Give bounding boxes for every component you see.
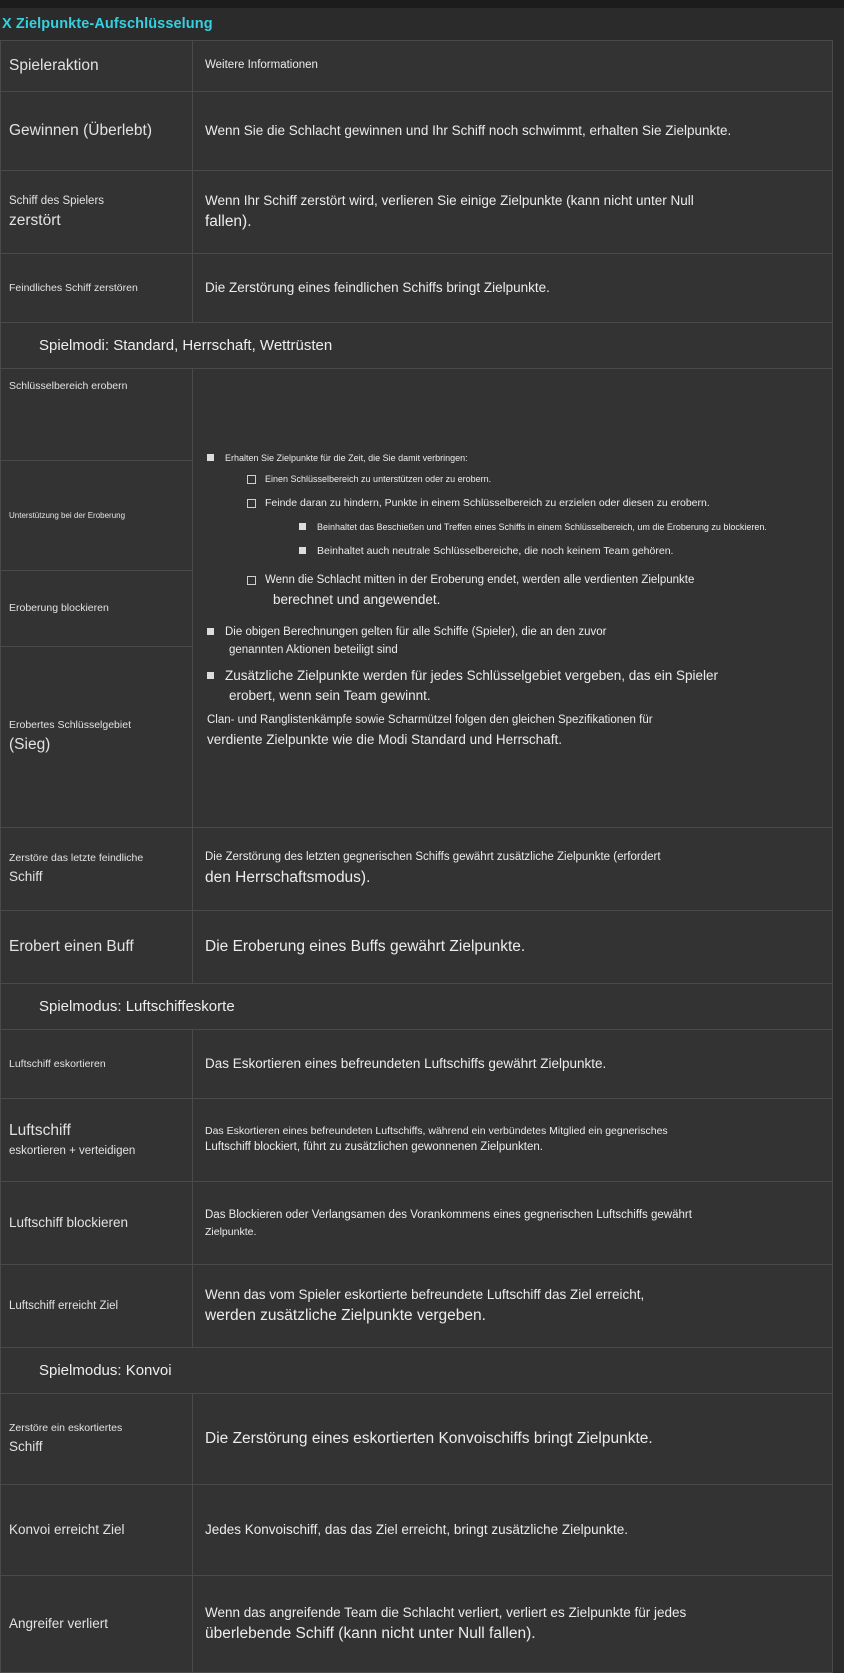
row-label-line2: (Sieg): [9, 736, 51, 754]
row-label-line1: Erobertes Schlüsselgebiet: [9, 719, 131, 732]
row-label: [1, 171, 193, 254]
row-info-line2: überlebende Schiff (kann nicht unter Null fallen).: [205, 1625, 536, 1643]
row-label-block-capture: Eroberung blockieren: [1, 571, 192, 647]
section-label: Spielmodus: Luftschiffeskorte: [1, 984, 833, 1030]
row-label-line2: Schiff: [9, 869, 43, 885]
info-sublist: [247, 469, 822, 611]
row-info: [193, 828, 833, 911]
bullet-filled-icon: [299, 547, 306, 554]
row-label-line2: eskortieren + verteidigen: [9, 1144, 136, 1157]
row-label-line1: Schiff des Spielers: [9, 195, 105, 208]
bullet-filled-icon: [299, 523, 306, 530]
list-item-label-cont: genannten Aktionen beteiligt sind: [229, 643, 398, 656]
row-label: [1, 1394, 193, 1485]
table-row: [1, 254, 833, 323]
section-row: [1, 984, 833, 1030]
row-label: Gewinnen (Überlebt): [1, 92, 193, 171]
header-cell-info: Weitere Informationen: [193, 41, 833, 92]
section-label: Spielmodi: Standard, Herrschaft, Wettrüsten: [1, 323, 833, 369]
info-footer-line1: Clan- und Ranglistenkämpfe sowie Scharmützel folgen den gleichen Spezifikationen für: [207, 714, 653, 727]
table-row: [1, 1265, 833, 1348]
bullet-filled-icon: [207, 628, 214, 635]
row-label: Luftschiff eskortieren: [1, 1030, 193, 1099]
list-item-label-cont: berechnet und angewendet.: [273, 591, 441, 607]
row-label-support-capture: Unterstützung bei der Eroberung: [1, 461, 192, 571]
row-label: [1, 828, 193, 911]
row-info: [193, 171, 833, 254]
row-info-line2: Zielpunkte.: [205, 1225, 257, 1238]
row-info-line1: Das Blockieren oder Verlangsamen des Vorankommens eines gegnerischen Luftschiffs gewährt: [205, 1208, 692, 1221]
section-row: [1, 323, 833, 369]
row-label-line2: Schiff: [9, 1439, 43, 1455]
list-item-label: Wenn die Schlacht mitten in der Eroberung endet, werden alle verdienten Zielpunkte: [265, 574, 695, 587]
list-item-label: Einen Schlüsselbereich zu unterstützen oder zu erobern.: [265, 473, 492, 484]
row-info: Das Eskortieren eines befreundeten Luftschiffs gewährt Zielpunkte.: [193, 1030, 833, 1099]
section-row: [1, 1348, 833, 1394]
row-info-line1: Das Eskortieren eines befreundeten Luftschiffs, während ein verbündetes Mitglied ein gegnerisches: [205, 1124, 668, 1137]
list-item-label: Beinhaltet das Beschießen und Treffen eines Schiffs in einem Schlüsselbereich, um die Eroberung zu blockieren.: [317, 522, 767, 533]
list-item: [247, 469, 822, 487]
list-item: [207, 666, 822, 707]
objective-points-table: [0, 40, 833, 1673]
table-row: [1, 1485, 833, 1576]
row-info: [193, 1265, 833, 1348]
row-info-line2: Luftschiff blockiert, führt zu zusätzlichen gewonnenen Zielpunkten.: [205, 1141, 543, 1154]
table-row: [1, 911, 833, 984]
list-item: [207, 622, 822, 660]
row-info: Die Eroberung eines Buffs gewährt Zielpunkte.: [193, 911, 833, 984]
table-row: [1, 1099, 833, 1182]
header-cell-action: Spieleraktion: [1, 41, 193, 92]
row-info: Jedes Konvoischiff, das das Ziel erreicht, bringt zusätzliche Zielpunkte.: [193, 1485, 833, 1576]
list-item: [207, 448, 822, 611]
row-info-line2: werden zusätzliche Zielpunkte vergeben.: [205, 1307, 486, 1325]
row-info-line1: Wenn Ihr Schiff zerstört wird, verlieren Sie einige Zielpunkte (kann nicht unter Null: [205, 193, 694, 209]
row-label-line2: zerstört: [9, 212, 61, 230]
bullet-hollow-icon: [247, 499, 256, 508]
section-label: Spielmodus: Konvoi: [1, 1348, 833, 1394]
row-label-line1: Luftschiff: [9, 1122, 71, 1140]
info-footer-line2: verdiente Zielpunkte wie die Modi Standard und Herrschaft.: [207, 732, 562, 748]
list-item: [299, 541, 822, 560]
row-label-line1: Zerstöre ein eskortiertes: [9, 1422, 123, 1435]
list-item-label: Erhalten Sie Zielpunkte für die Zeit, die Sie damit verbringen:: [225, 452, 468, 463]
bullet-hollow-icon: [247, 475, 256, 484]
list-item-label: Feinde daran zu hindern, Punkte in einem Schlüsselbereich zu erzielen oder diesen zu erobern.: [265, 496, 710, 509]
table-row: [1, 1394, 833, 1485]
info-footer: [207, 712, 822, 750]
table-row: [1, 828, 833, 911]
table-header-row: [1, 41, 833, 92]
row-info-line2: fallen).: [205, 213, 252, 231]
list-item: [247, 493, 822, 512]
bullet-filled-icon: [207, 672, 214, 679]
list-item-label: Beinhaltet auch neutrale Schlüsselbereiche, die noch keinem Team gehören.: [317, 545, 674, 558]
row-label-line1: Zerstöre das letzte feindliche: [9, 852, 144, 865]
list-item: [299, 517, 822, 535]
row-label: Luftschiff erreicht Ziel: [1, 1265, 193, 1348]
row-label: Angreifer verliert: [1, 1576, 193, 1673]
row-info-line1: Wenn das angreifende Team die Schlacht verliert, verliert es Zielpunkte für jedes: [205, 1605, 687, 1621]
row-info: Die Zerstörung eines feindlichen Schiffs bringt Zielpunkte.: [193, 254, 833, 323]
bullet-hollow-icon: [247, 576, 256, 585]
row-info: Die Zerstörung eines eskortierten Konvoischiffs bringt Zielpunkte.: [193, 1394, 833, 1485]
row-info: [193, 1576, 833, 1673]
row-info-line1: Die Zerstörung des letzten gegnerischen Schiffs gewährt zusätzliche Zielpunkte (erfordert: [205, 851, 661, 864]
table-row: [1, 171, 833, 254]
row-info: [193, 1099, 833, 1182]
table-row: [1, 92, 833, 171]
row-label: [1, 1099, 193, 1182]
row-label-capture-key-area: Schlüsselbereich erobern: [1, 369, 192, 461]
row-info: Wenn Sie die Schlacht gewinnen und Ihr Schiff noch schwimmt, erhalten Sie Zielpunkte.: [193, 92, 833, 171]
row-label: Feindliches Schiff zerstören: [1, 254, 193, 323]
row-label-stack: [1, 369, 193, 828]
row-info: [193, 1182, 833, 1265]
table-row: [1, 369, 833, 828]
row-label-captured-key-area: [1, 647, 192, 827]
list-item-label-cont: erobert, wenn sein Team gewinnt.: [229, 688, 431, 704]
info-list: [207, 448, 822, 707]
page-title: X Zielpunkte-Aufschlüsselung: [2, 16, 213, 32]
table-row: [1, 1182, 833, 1265]
row-label: Erobert einen Buff: [1, 911, 193, 984]
table-row: [1, 1030, 833, 1099]
table-row: [1, 1576, 833, 1673]
row-label: Konvoi erreicht Ziel: [1, 1485, 193, 1576]
list-item: [247, 570, 822, 610]
bullet-filled-icon: [207, 454, 214, 461]
top-bar: [0, 0, 844, 8]
list-item-label: Zusätzliche Zielpunkte werden für jedes Schlüsselgebiet vergeben, das ein Spieler: [225, 667, 719, 683]
list-item-label: Die obigen Berechnungen gelten für alle Schiffe (Spieler), die an den zuvor: [225, 626, 607, 639]
info-subsublist: [299, 517, 822, 560]
row-label: Luftschiff blockieren: [1, 1182, 193, 1265]
row-info-line1: Wenn das vom Spieler eskortierte befreundete Luftschiff das Ziel erreicht,: [205, 1287, 645, 1303]
row-info-line2: den Herrschaftsmodus).: [205, 869, 371, 887]
row-info-block: [193, 369, 833, 828]
